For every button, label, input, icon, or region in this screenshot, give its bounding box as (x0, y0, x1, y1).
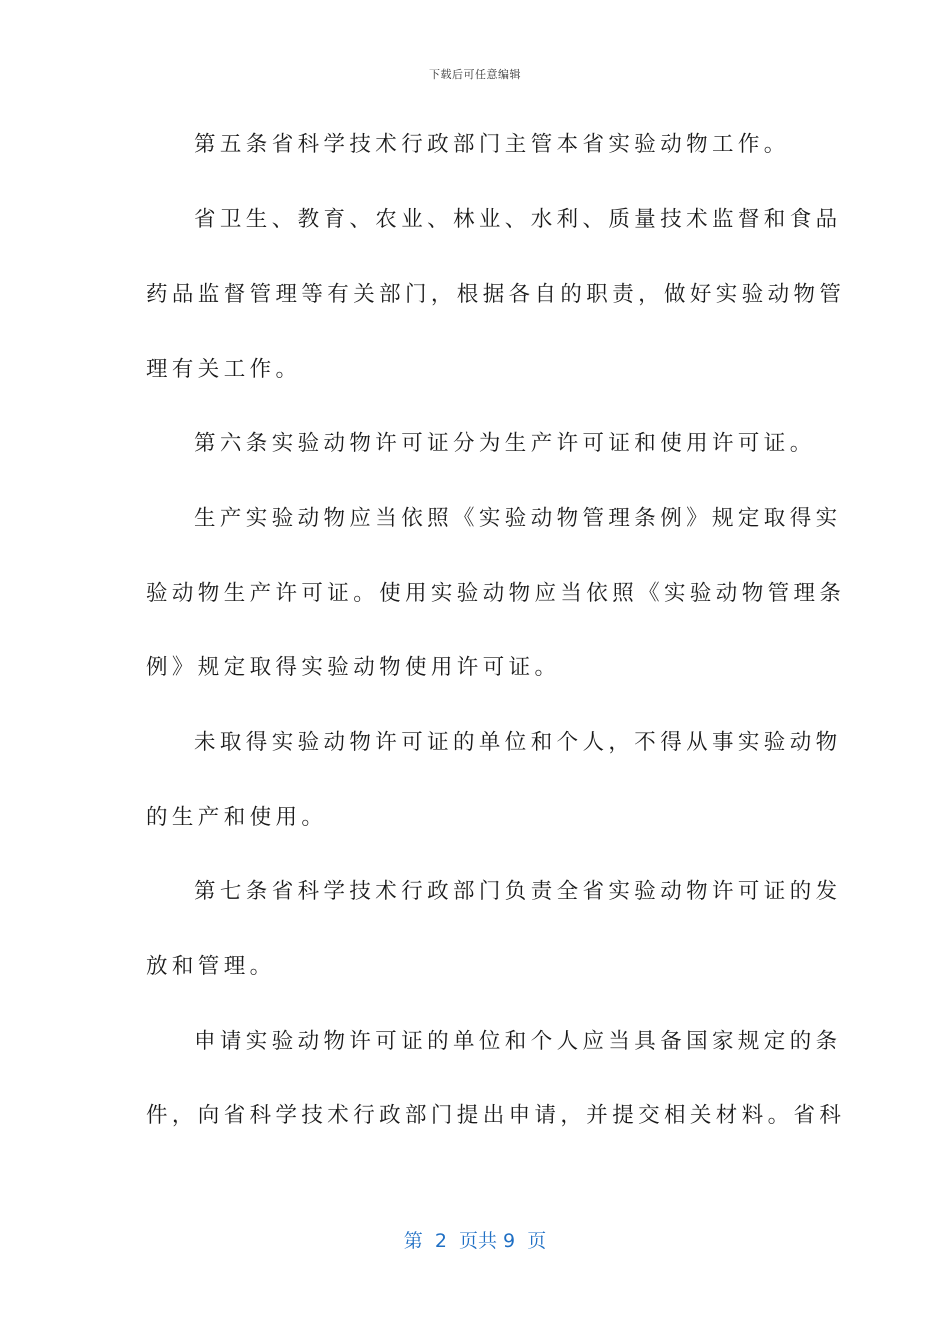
text-line: 验动物生产许可证。使用实验动物应当依照《实验动物管理条 (146, 581, 846, 606)
text-line: 理有关工作。 (146, 357, 302, 382)
text-line: 省卫生、教育、农业、林业、水利、质量技术监督和食品 (194, 207, 842, 232)
text-line: 第五条省科学技术行政部门主管本省实验动物工作。 (194, 132, 790, 157)
text-line: 药品监督管理等有关部门，根据各自的职责，做好实验动物管 (146, 282, 846, 307)
text-line: 未取得实验动物许可证的单位和个人，不得从事实验动物 (194, 730, 842, 755)
text-line: 第七条省科学技术行政部门负责全省实验动物许可证的发 (194, 879, 842, 904)
text-line: 生产实验动物应当依照《实验动物管理条例》规定取得实 (194, 506, 842, 531)
text-line: 件，向省科学技术行政部门提出申请，并提交相关材料。省科 (146, 1103, 846, 1128)
text-line: 例》规定取得实验动物使用许可证。 (146, 655, 561, 680)
page-number-footer: 第 2 页共 9 页 (403, 1230, 547, 1252)
text-line: 申请实验动物许可证的单位和个人应当具备国家规定的条 (194, 1029, 842, 1054)
text-line: 的生产和使用。 (146, 805, 328, 830)
page-header-note: 下载后可任意编辑 (429, 68, 521, 81)
text-line: 第六条实验动物许可证分为生产许可证和使用许可证。 (194, 431, 816, 456)
text-line: 放和管理。 (146, 954, 276, 979)
